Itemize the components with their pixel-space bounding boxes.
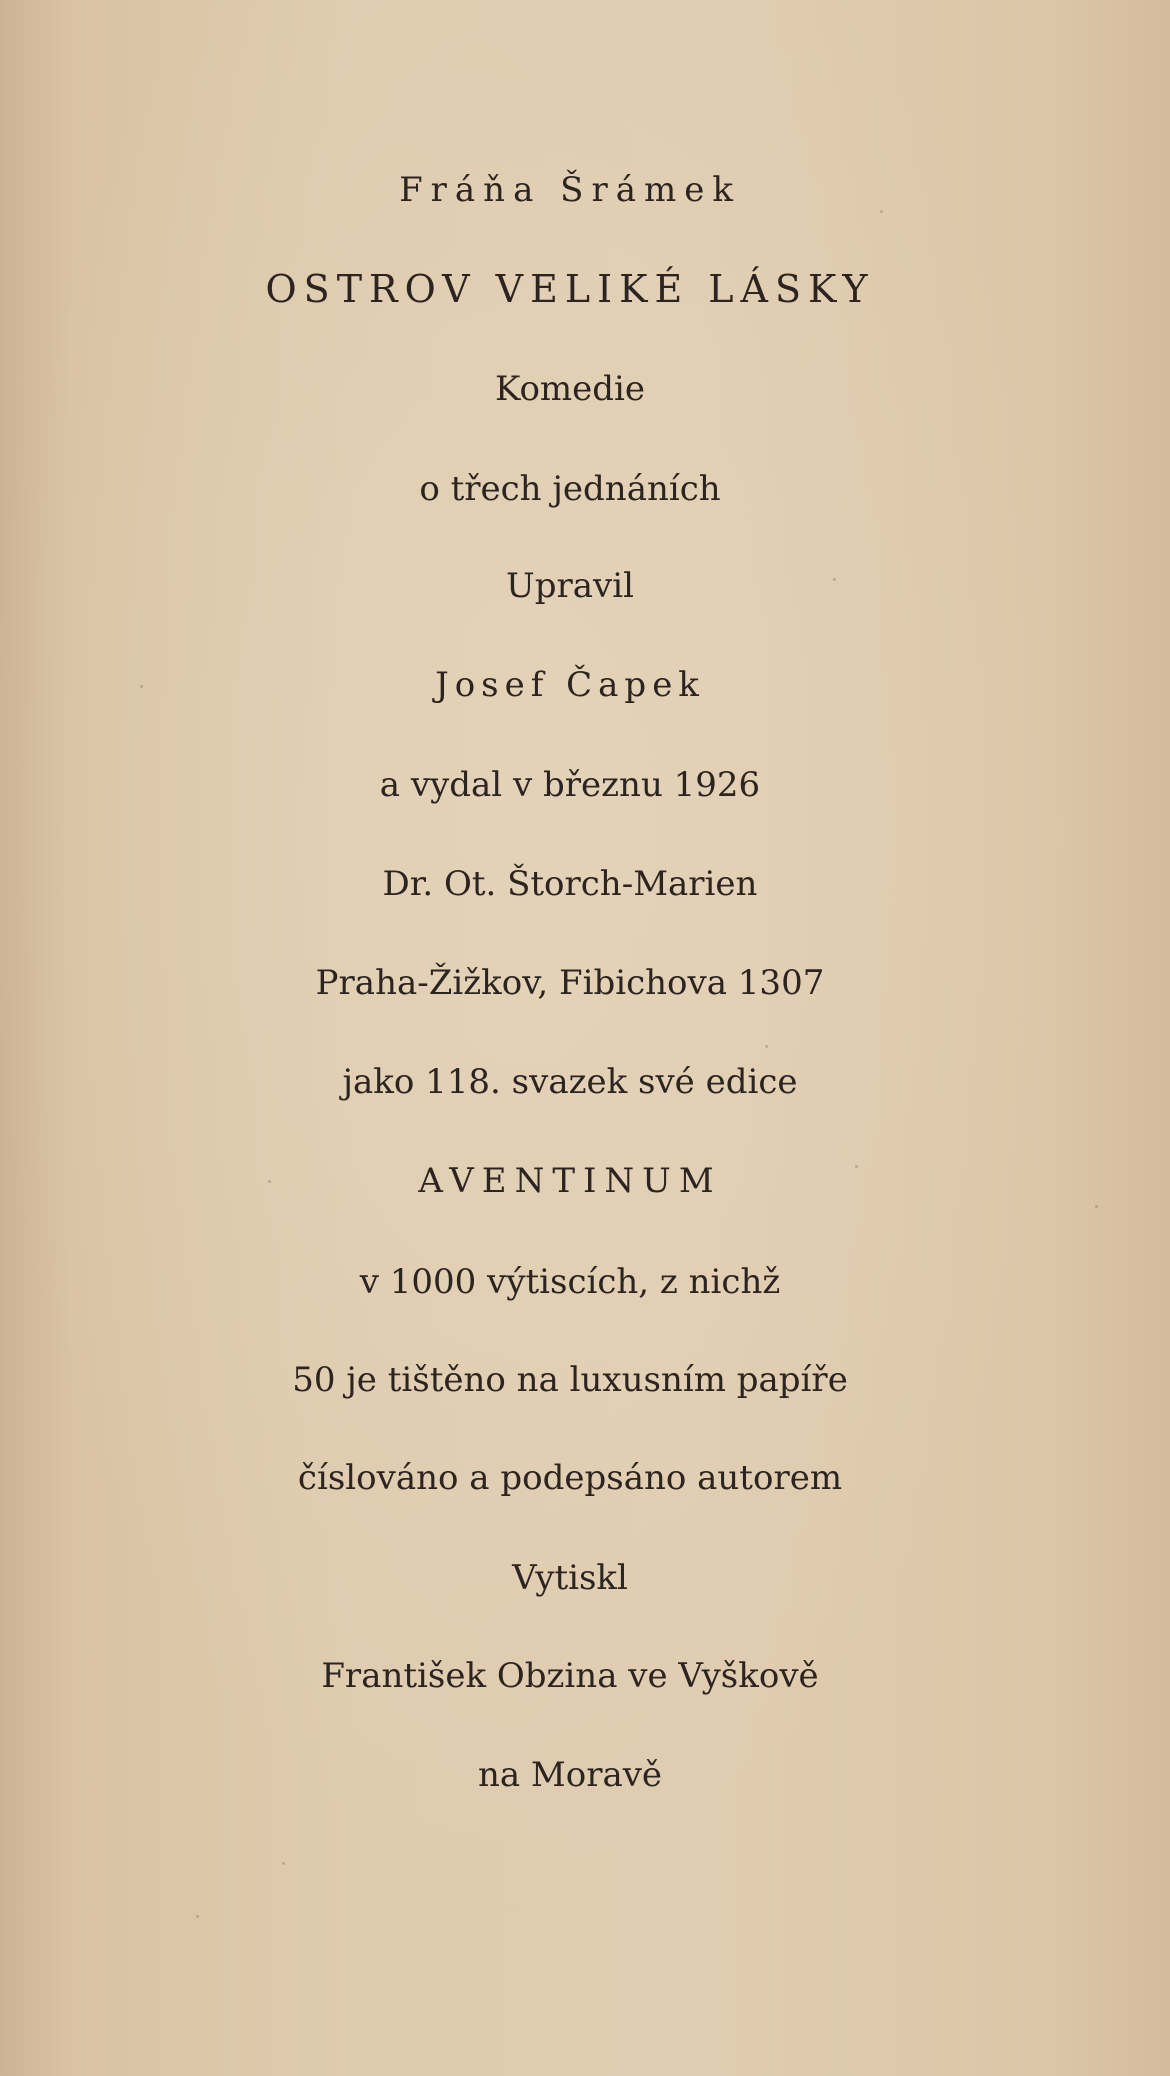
printer-place-line: na Moravě xyxy=(477,1755,663,1795)
edition-name: AVENTINUM xyxy=(418,1161,722,1201)
editor-name: Josef Čapek xyxy=(435,665,705,705)
published-line: a vydal v březnu 1926 xyxy=(379,765,761,805)
printed-label: Vytiskl xyxy=(512,1558,628,1598)
address-line: Praha-Žižkov, Fibichova 1307 xyxy=(315,963,825,1003)
volume-line: jako 118. svazek své edice xyxy=(342,1062,798,1102)
acts-line: o třech jednáních xyxy=(419,469,721,509)
publisher-line: Dr. Ot. Štorch-Marien xyxy=(382,864,758,904)
numbered-line: číslováno a podepsáno autorem xyxy=(297,1458,843,1498)
book-title: OSTROV VELIKÉ LÁSKY xyxy=(265,267,875,311)
author-name: Fráňa Šrámek xyxy=(399,170,741,210)
printer-line: František Obzina ve Vyškově xyxy=(321,1656,819,1696)
copies-line: v 1000 výtiscích, z nichž xyxy=(359,1262,781,1302)
luxury-line: 50 je tištěno na luxusním papíře xyxy=(292,1360,848,1400)
genre-line: Komedie xyxy=(494,369,646,409)
edited-label: Upravil xyxy=(506,566,634,606)
